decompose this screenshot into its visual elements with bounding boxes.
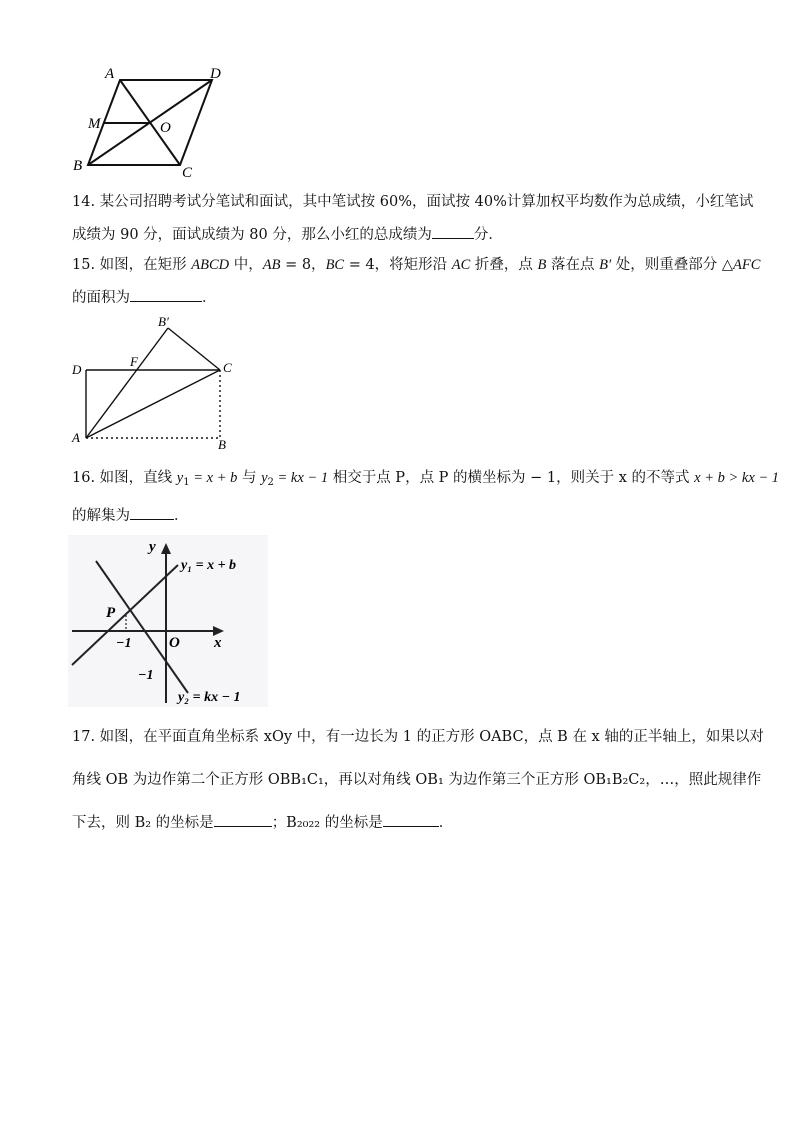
q16-y1: y: [176, 470, 184, 486]
q16-text: 的解集为: [72, 508, 130, 524]
q15-text: 15. 如图，在矩形: [72, 257, 192, 273]
label-b: B: [73, 158, 83, 174]
label-b: B: [218, 437, 226, 452]
q17-text: 下去，则 B₂ 的坐标是: [72, 815, 214, 831]
q15-line2: [72, 287, 217, 308]
q16-period: ．: [174, 508, 189, 524]
fold-b-prime-c: [168, 328, 220, 370]
q15-b: B: [537, 257, 547, 273]
diagonal-ac: [86, 370, 220, 438]
label-origin: O: [169, 635, 180, 651]
linear-functions-graph: [68, 535, 268, 707]
label-d: D: [210, 66, 221, 82]
label-y1: y₁ = x + b: [181, 558, 237, 573]
label-p: P: [106, 605, 116, 621]
q17-line2: 角线 OB 为边作第二个正方形 OBB₁C₁，再以对角线 OB₁ 为边作第三个正方形 OB₁B₂C₂，…，照此规律作: [72, 772, 762, 788]
q15-line1: [72, 255, 760, 275]
parallelogram-figure: [72, 62, 242, 182]
label-c: C: [182, 165, 193, 181]
q15-period: ．: [202, 290, 217, 306]
q16-eq2: = kx − 1: [273, 470, 329, 486]
q15-ab: AB: [262, 257, 281, 273]
q14-unit: 分．: [473, 227, 503, 243]
q15-bc-value: = 4，将矩形沿: [344, 257, 452, 273]
q16-y1-sub: 1: [183, 477, 190, 488]
label-m: M: [88, 116, 101, 132]
label-a: A: [72, 430, 80, 445]
q16-eq1: = x + b: [189, 470, 238, 486]
q17-answer-blank-2[interactable]: [383, 812, 439, 827]
graph-background: [68, 535, 268, 707]
folded-rectangle-figure: [68, 312, 248, 452]
q17-answer-blank-1[interactable]: [214, 812, 272, 827]
q14-line2: [72, 224, 503, 245]
label-d: D: [72, 362, 82, 377]
q16-line1: [72, 468, 779, 488]
label-y-axis: y: [149, 539, 156, 555]
q15-ac: AC: [451, 257, 471, 273]
q15-rect-name: ABCD: [191, 257, 230, 273]
q15-text: 落在点: [546, 257, 600, 273]
label-b-prime: B′: [158, 314, 169, 329]
q14-text: 成绩为 90 分，面试成绩为 80 分，那么小红的总成绩为: [72, 227, 432, 243]
q14-line1: 14. 某公司招聘考试分笔试和面试，其中笔试按 60%，面试按 40%计算加权平均数作为总成绩，小红笔试: [72, 194, 754, 210]
label-f: F: [130, 354, 138, 369]
q17-line3: [72, 812, 453, 833]
q16-y2: y: [261, 470, 268, 486]
label-neg1-x: −1: [116, 636, 132, 651]
q15-b-prime: B′: [599, 257, 612, 273]
label-a: A: [105, 66, 115, 82]
q16-text: 与: [237, 470, 262, 486]
q17-line1: 17. 如图，在平面直角坐标系 xOy 中，有一边长为 1 的正方形 OABC，点 B 在 x 轴的正半轴上，如果以对: [72, 729, 764, 745]
label-y2: y₂ = kx − 1: [178, 690, 241, 705]
q15-afc: AFC: [733, 257, 761, 273]
label-c: C: [223, 360, 232, 375]
q15-ab-value: = 8，: [280, 257, 326, 273]
q16-inequality: x + b > kx − 1: [694, 470, 780, 486]
q16-text: 16. 如图，直线: [72, 470, 177, 486]
q15-text: 折叠，点: [470, 257, 538, 273]
q16-answer-blank[interactable]: [130, 505, 174, 520]
q15-bc: BC: [325, 257, 345, 273]
q14-answer-blank[interactable]: [432, 224, 474, 239]
q17-text: ；B₂₀₂₂ 的坐标是: [271, 815, 383, 831]
q15-text: 处，则重叠部分 △: [611, 257, 734, 273]
q16-text: 相交于点 P，点 P 的横坐标为 − 1，则关于 x 的不等式: [328, 470, 695, 486]
label-x-axis: x: [214, 635, 222, 651]
q15-text: 的面积为: [72, 290, 130, 306]
fold-ab-prime: [86, 328, 168, 438]
q16-y2-sub: 2: [267, 477, 274, 488]
q17-period: ．: [438, 815, 454, 831]
q16-line2: [72, 505, 189, 526]
label-o: O: [160, 120, 171, 136]
q15-answer-blank[interactable]: [130, 287, 202, 302]
label-neg1-y: −1: [138, 668, 154, 683]
q15-text: 中，: [229, 257, 263, 273]
